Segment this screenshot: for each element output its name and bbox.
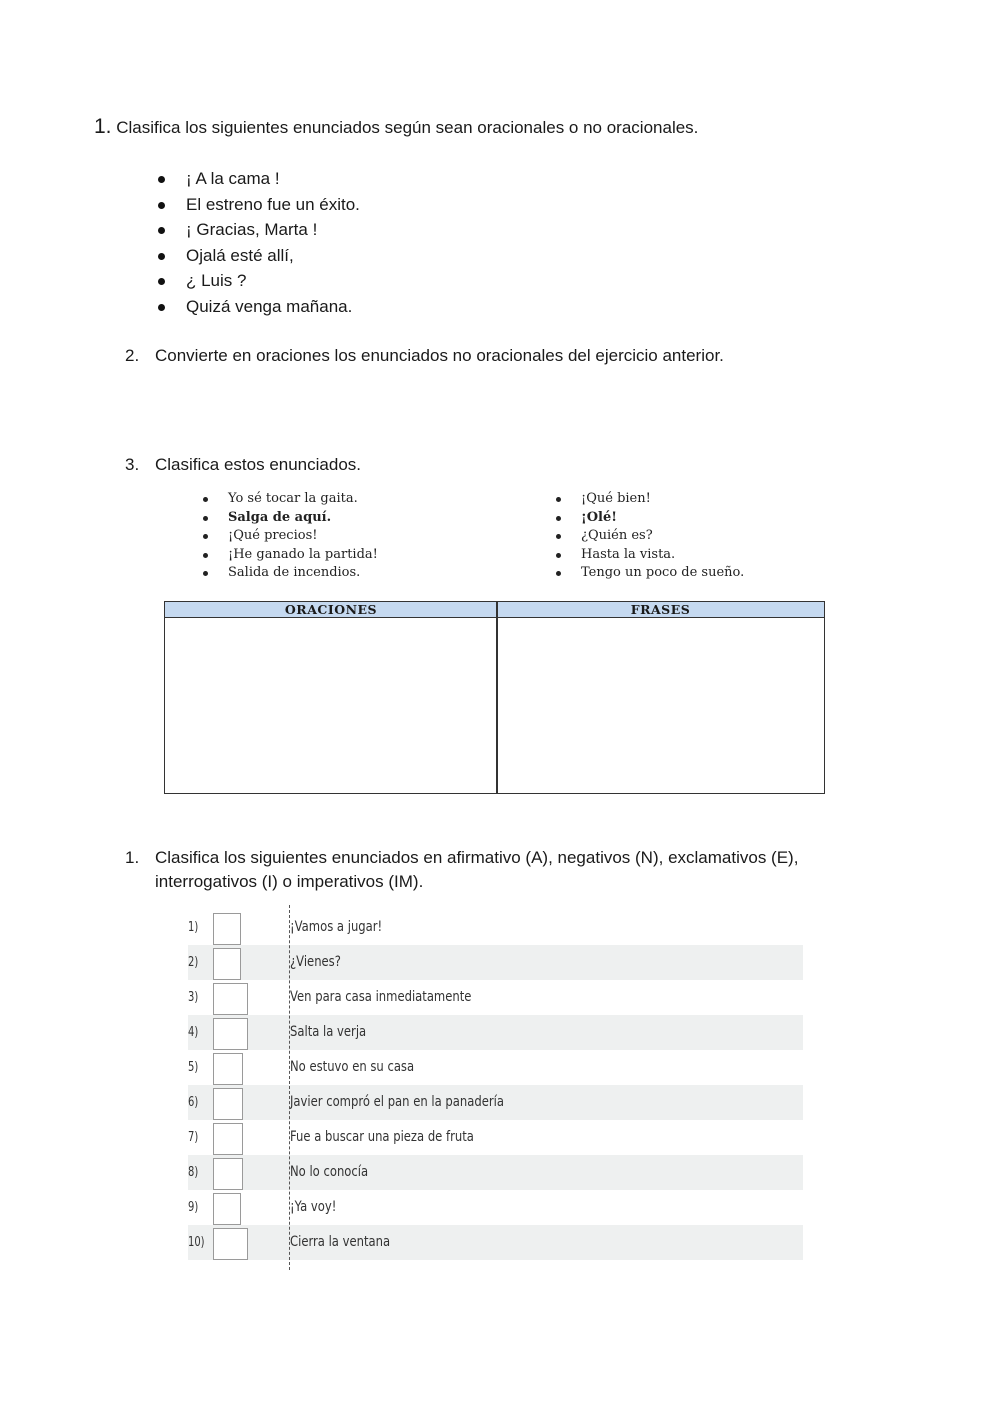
table-row <box>188 1085 803 1120</box>
table-row <box>188 1050 803 1085</box>
row-text: Ven para casa inmediatamente <box>290 989 472 1005</box>
table-row <box>188 1190 803 1225</box>
row-number: 10) <box>188 1234 205 1250</box>
table-row <box>188 1120 803 1155</box>
row-text: ¿Vienes? <box>290 954 341 970</box>
oraciones-answer-area[interactable] <box>165 618 496 793</box>
table-row <box>188 980 803 1015</box>
list-item: Yo sé tocar la gaita. <box>201 490 378 509</box>
list-item: ¡ A la cama ! <box>155 166 360 192</box>
ex4-instruction-line2: interrogativos (I) o imperativos (IM). <box>155 872 424 891</box>
row-text: ¡Ya voy! <box>290 1199 337 1215</box>
list-item: ¡Olé! <box>554 509 744 528</box>
ex4-number: 1. <box>125 848 140 867</box>
ex1-heading <box>94 116 698 139</box>
row-text: No estuvo en su casa <box>290 1059 415 1075</box>
list-item: Hasta la vista. <box>554 546 744 565</box>
list-item: Quizá venga mañana. <box>155 294 360 320</box>
table-header-frases: FRASES <box>497 602 824 618</box>
row-number: 1) <box>188 919 199 935</box>
answer-box[interactable] <box>213 1228 248 1260</box>
row-text: No lo conocía <box>290 1164 369 1180</box>
table-row <box>188 1015 803 1050</box>
ex3-right-list <box>554 490 744 583</box>
answer-box[interactable] <box>213 1123 243 1155</box>
ex2-number: 2. <box>125 346 140 365</box>
table-row <box>188 1155 803 1190</box>
row-text: Cierra la ventana <box>290 1234 391 1250</box>
answer-box[interactable] <box>213 1018 248 1050</box>
ex2-instruction: Convierte en oraciones los enunciados no oracionales del ejercicio anterior. <box>155 346 724 365</box>
answer-box[interactable] <box>213 913 241 945</box>
list-item: ¿ Luis ? <box>155 268 360 294</box>
ex1-instruction: Clasifica los siguientes enunciados según sean oracionales o no oracionales. <box>116 118 699 137</box>
table-row <box>188 910 803 945</box>
row-text: Salta la verja <box>290 1024 367 1040</box>
answer-box[interactable] <box>213 1193 241 1225</box>
row-text: Javier compró el pan en la panadería <box>290 1094 504 1110</box>
list-item: ¡Qué bien! <box>554 490 744 509</box>
answer-box[interactable] <box>213 1053 243 1085</box>
row-number: 4) <box>188 1024 199 1040</box>
row-number: 5) <box>188 1059 199 1075</box>
row-number: 8) <box>188 1164 199 1180</box>
table-row <box>188 945 803 980</box>
row-number: 2) <box>188 954 199 970</box>
ex3-number: 3. <box>125 455 140 474</box>
table-row <box>188 1225 803 1260</box>
row-text: Fue a buscar una pieza de fruta <box>290 1129 474 1145</box>
list-item: ¿Quién es? <box>554 527 744 546</box>
ex3-left-list <box>201 490 378 583</box>
row-number: 3) <box>188 989 199 1005</box>
list-item: Salida de incendios. <box>201 564 378 583</box>
row-number: 6) <box>188 1094 199 1110</box>
classification-table <box>164 601 825 794</box>
list-item: Salga de aquí. <box>201 509 378 528</box>
list-item: ¡He ganado la partida! <box>201 546 378 565</box>
answer-box[interactable] <box>213 1088 243 1120</box>
answer-box[interactable] <box>213 983 248 1015</box>
answer-box[interactable] <box>213 1158 243 1190</box>
frases-answer-area[interactable] <box>498 618 824 793</box>
ex1-number: 1. <box>94 115 112 138</box>
row-number: 7) <box>188 1129 199 1145</box>
ex1-list <box>155 166 360 320</box>
ex3-instruction: Clasifica estos enunciados. <box>155 455 362 474</box>
row-number: 9) <box>188 1199 199 1215</box>
column-divider <box>289 905 290 1270</box>
list-item: Tengo un poco de sueño. <box>554 564 744 583</box>
list-item: El estreno fue un éxito. <box>155 192 360 218</box>
list-item: Ojalá esté allí, <box>155 243 360 269</box>
list-item: ¡ Gracias, Marta ! <box>155 217 360 243</box>
answer-box[interactable] <box>213 948 241 980</box>
list-item: ¡Qué precios! <box>201 527 378 546</box>
table-header-oraciones: ORACIONES <box>165 602 497 618</box>
row-text: ¡Vamos a jugar! <box>290 919 383 935</box>
ex4-instruction-line1: Clasifica los siguientes enunciados en afirmativo (A), negativos (N), exclamativos (E), <box>155 848 799 867</box>
